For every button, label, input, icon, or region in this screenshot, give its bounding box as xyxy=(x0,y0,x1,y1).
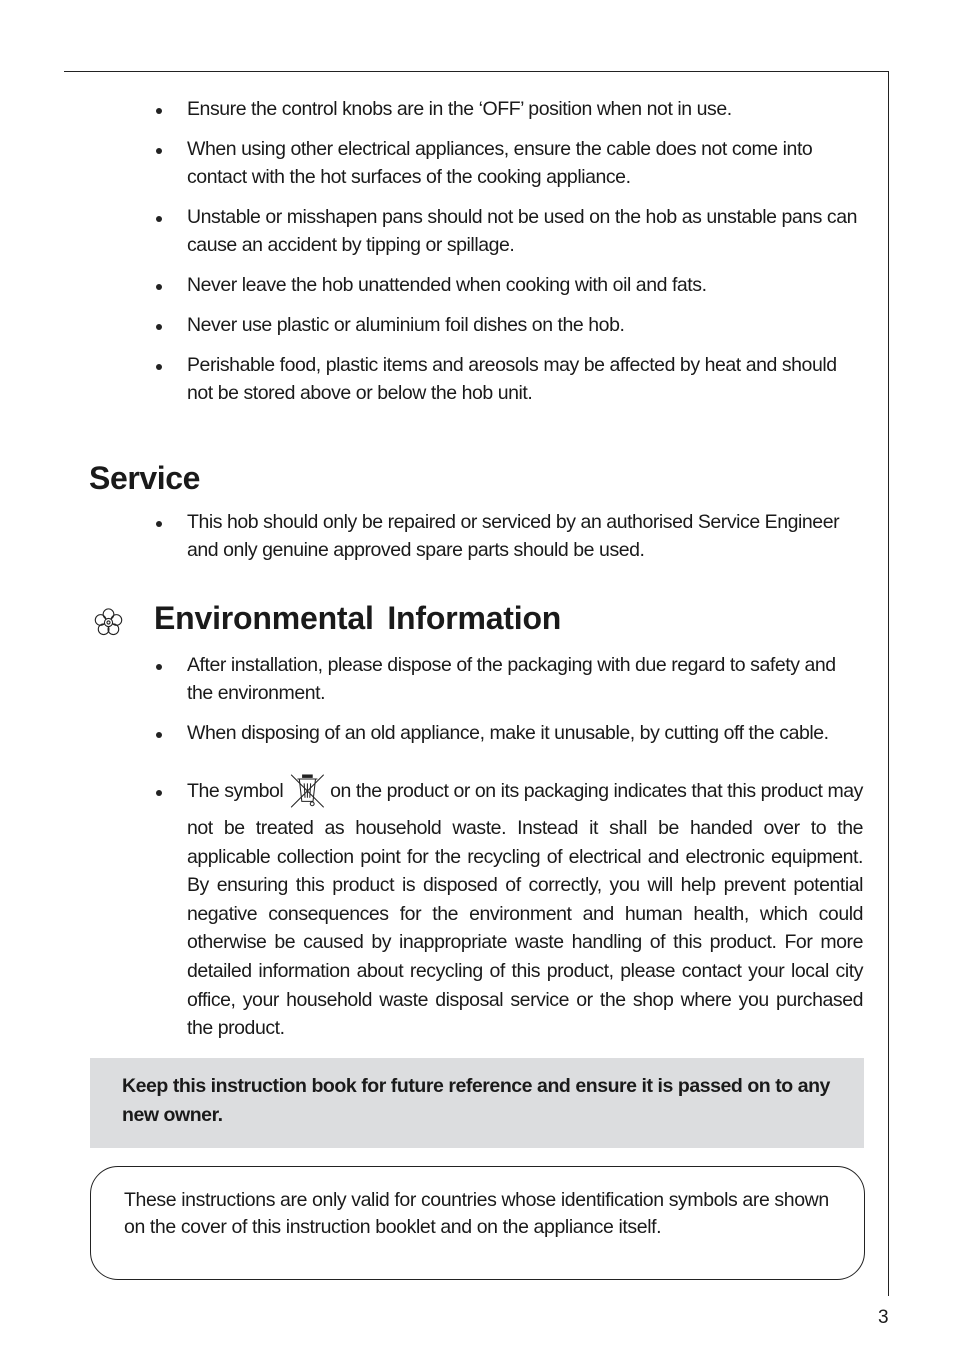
list-item xyxy=(150,764,863,1043)
page-number: 3 xyxy=(878,1307,889,1328)
environment-list xyxy=(150,651,863,759)
validity-text: These instructions are only valid for countries whose identification symbols are shown on the cover of this instruction booklet and on the appliance itself. xyxy=(124,1189,829,1238)
weee-first-line xyxy=(187,764,863,818)
right-rule xyxy=(888,71,889,1296)
list-item: This hob should only be repaired or serviced by an authorised Service Engineer and only genuine approved spare parts should be used. xyxy=(150,508,863,564)
weee-list xyxy=(150,764,863,1055)
list-item: Perishable food, plastic items and areosols may be affected by heat and should not be stored above or below the hob unit. xyxy=(150,351,863,407)
list-item: Ensure the control knobs are in the ‘OFF’ position when not in use. xyxy=(150,95,863,123)
crossed-out-bin-icon xyxy=(289,768,326,814)
safety-list xyxy=(150,95,863,419)
list-item: Never leave the hob unattended when cooking with oil and fats. xyxy=(150,271,863,299)
keep-instructions-notice xyxy=(90,1058,864,1148)
flower-icon xyxy=(91,605,126,640)
service-list xyxy=(150,508,863,576)
weee-text-after: on the product or on its packaging indicates that this product may xyxy=(330,779,863,802)
top-rule xyxy=(64,71,889,72)
weee-text-before: The symbol xyxy=(187,779,284,802)
weee-text-rest: not be treated as household waste. Instead it shall be handed over to the applicable collection point for the recycling of electrical and electronic equipment. By ensuring this product is disposed of correctly, you will help prevent potential negative consequences for the environment and human health, which could otherwise be caused by inappropriate waste handling of this product. For more detailed information about recycling of this product, please contact your local city office, your household waste disposal service or the shop where you purchased the product. xyxy=(187,817,863,1040)
list-item: When using other electrical appliances, ensure the cable does not come into contact with the hot surfaces of the cooking appliance. xyxy=(150,135,863,191)
validity-box xyxy=(90,1166,865,1280)
environment-heading: Environmental Information xyxy=(154,600,562,636)
list-item: Unstable or misshapen pans should not be used on the hob as unstable pans can cause an accident by tipping or spillage. xyxy=(150,203,863,259)
service-heading: Service xyxy=(89,460,201,496)
notice-text: Keep this instruction book for future reference and ensure it is passed on to any new owner. xyxy=(122,1075,830,1126)
list-item: When disposing of an old appliance, make it unusable, by cutting off the cable. xyxy=(150,719,863,747)
list-item: After installation, please dispose of the packaging with due regard to safety and the environment. xyxy=(150,651,863,707)
list-item: Never use plastic or aluminium foil dishes on the hob. xyxy=(150,311,863,339)
